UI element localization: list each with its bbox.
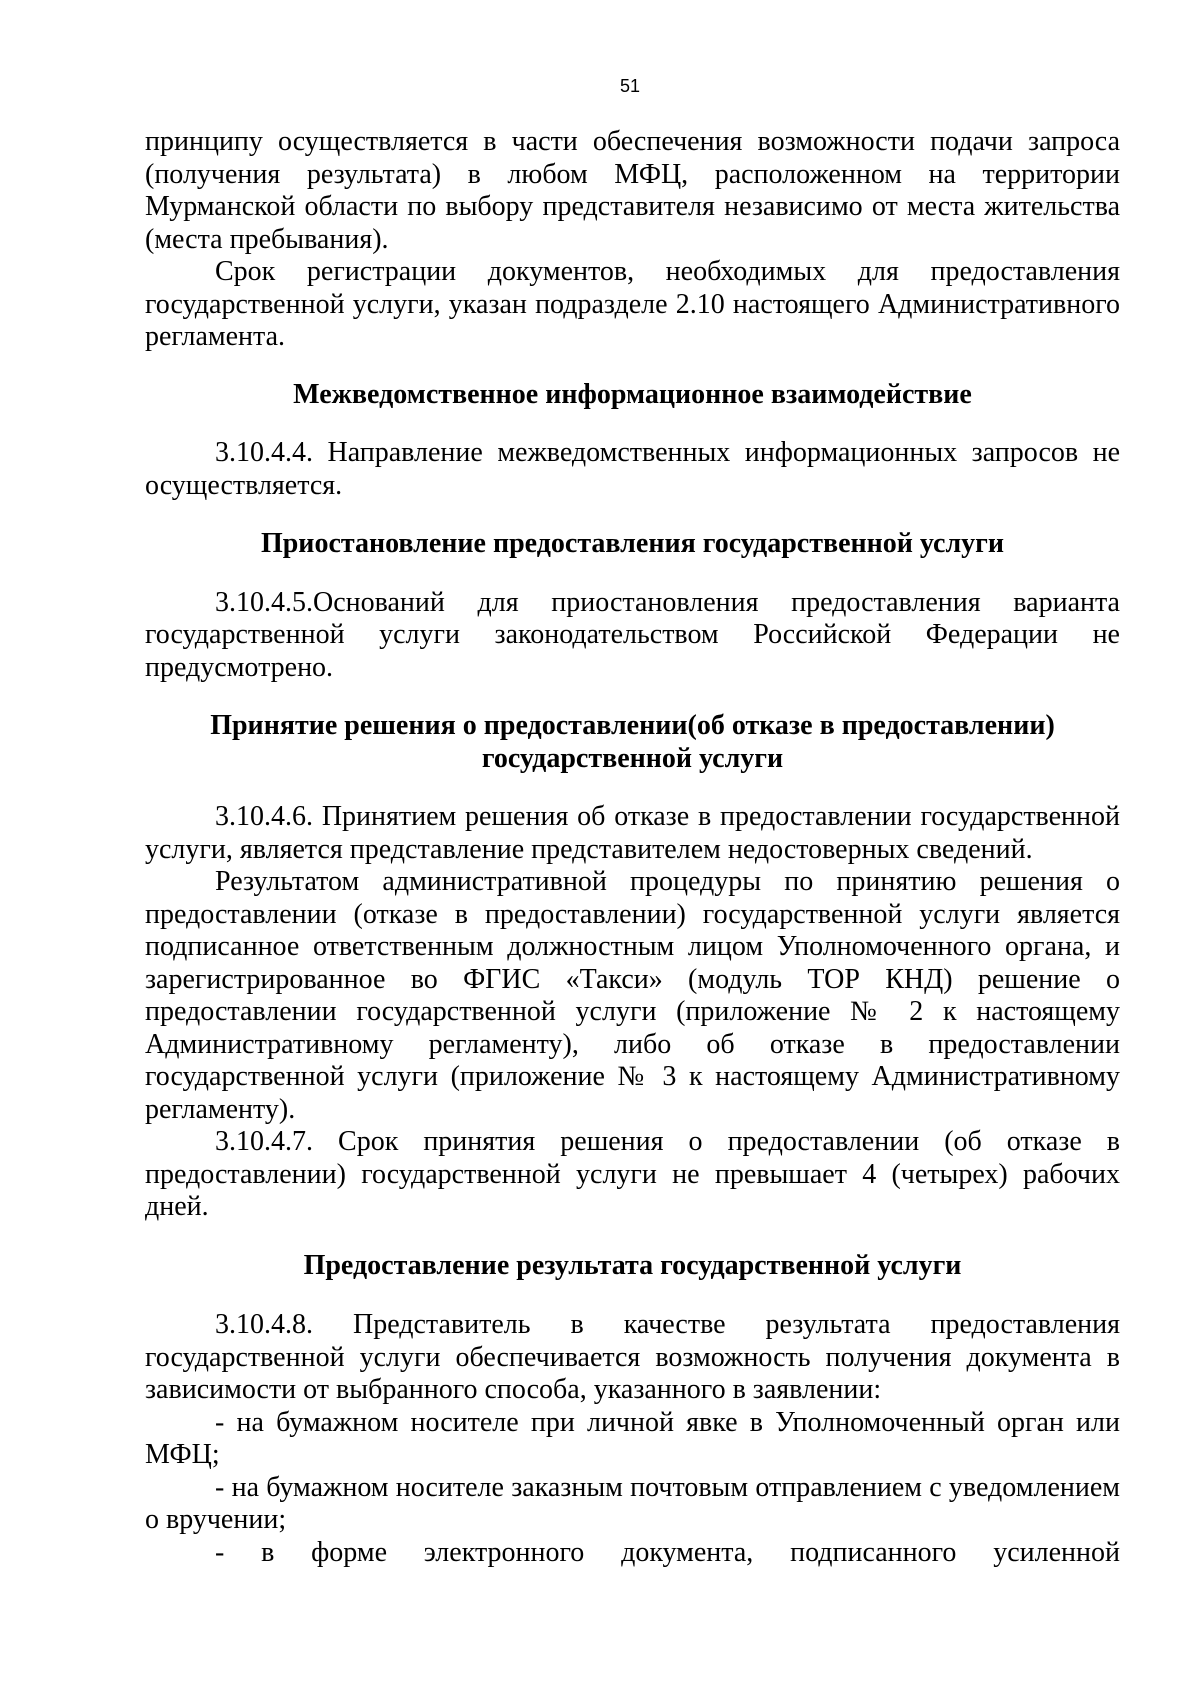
paragraph: 3.10.4.4. Направление межведомственных информационных запросов не осуществляется. xyxy=(145,437,1120,501)
paragraph: Результатом административной процедуры по принятию решения о предоставлении (отказе в предоставлении) государственной услуги является подписанное ответственным должностным лицом Уполномоченного органа, и зарегистрированное во ФГИС «Такси» (модуль ТОР КНД) решение о предоставлении государственной услуги (приложение № 2 к настоящему Административному регламенту), либо об отказе в предоставлении государственной услуги (приложение № 3 к настоящему Административному регламенту). xyxy=(145,866,1120,1125)
paragraph: Срок регистрации документов, необходимых для предоставления государственной услуги, указан подразделе 2.10 настоящего Административного регламента. xyxy=(145,256,1120,352)
paragraph: 3.10.4.8. Представитель в качестве результата предоставления государственной услуги обеспечивается возможность получения документа в зависимости от выбранного способа, указанного в заявлении: xyxy=(145,1309,1120,1405)
list-item: - в форме электронного документа, подписанного усиленной xyxy=(215,1536,1120,1568)
section-heading: Предоставление результата государственной услуги xyxy=(303,1249,962,1281)
list-item: - на бумажном носителе заказным почтовым отправлением с уведомлением о вручении; xyxy=(145,1471,1120,1535)
section-heading: Межведомственное информационное взаимодействие xyxy=(293,378,972,410)
paragraph: 3.10.4.7. Срок принятия решения о предоставлении (об отказе в предоставлении) государственной услуги не превышает 4 (четырех) рабочих дней. xyxy=(145,1126,1120,1222)
page-number: 51 xyxy=(619,76,641,96)
document-body xyxy=(145,126,1120,1569)
section-heading: Принятие решения о предоставлении(об отказе в предоставлении) государственной услуги xyxy=(210,710,1055,774)
list-item: - на бумажном носителе при личной явке в Уполномоченный орган или МФЦ; xyxy=(145,1406,1120,1470)
section-heading: Приостановление предоставления государственной услуги xyxy=(260,528,1005,559)
paragraph: принципу осуществляется в части обеспечения возможности подачи запроса (получения результата) в любом МФЦ, расположенном на территории Мурманской области по выбору представителя независимо от места жительства (места пребывания). xyxy=(145,126,1120,255)
paragraph: 3.10.4.5.Оснований для приостановления предоставления варианта государственной услуги законодательством Российской Федерации не предусмотрено. xyxy=(145,586,1120,683)
paragraph: 3.10.4.6. Принятием решения об отказе в предоставлении государственной услуги, является представление представителем недостоверных сведений. xyxy=(145,801,1120,865)
